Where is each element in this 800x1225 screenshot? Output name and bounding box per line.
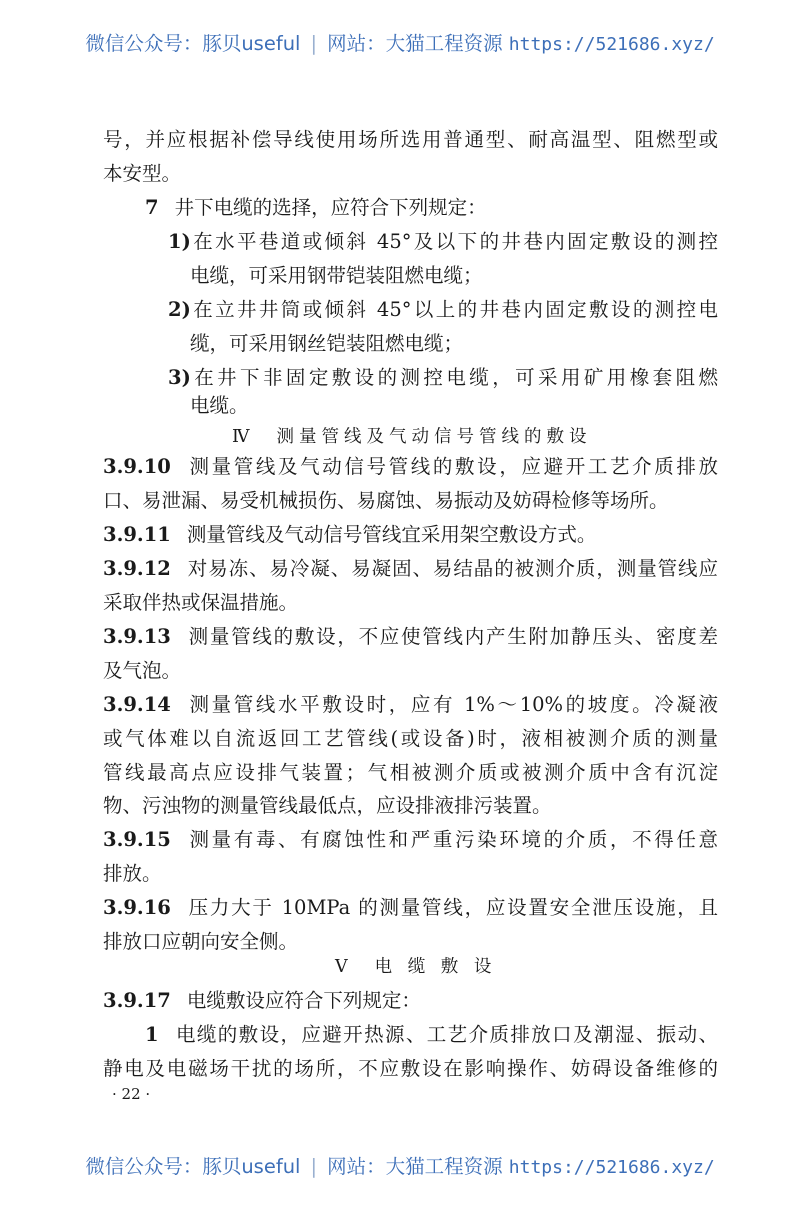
section-numeral: Ⅳ [232,427,255,447]
text-line [103,556,718,582]
section-heading [232,424,591,450]
text-line [103,161,181,187]
text-line [145,195,487,221]
section-heading [335,954,496,980]
clause-number: 3.9.17 [103,989,171,1012]
line-text: 对易冻、易冷凝、易凝固、易结晶的被测介质，测量管线应 [186,557,718,580]
line-text: 测量有毒、有腐蚀性和严重污染环境的介质，不得任意 [186,828,718,851]
line-text: 电缆，可采用钢带铠装阻燃电缆； [190,264,483,287]
clause-number: 2) [168,298,191,321]
line-text: 测量管线及气动信号管线宜采用架空敷设方式。 [186,523,597,546]
line-text: 及气泡。 [103,659,182,682]
watermark-site: 网站：大猫工程资源 [327,1155,503,1178]
clause-number: 3.9.15 [103,828,171,851]
line-text: 电缆敷设应符合下列规定： [186,989,421,1012]
text-line [103,895,718,921]
line-text: 测量管线水平敷设时，应有 1%～10%的坡度。冷凝液 [186,693,718,716]
text-line [103,692,718,718]
text-line [103,624,718,650]
watermark-separator: | [310,1155,318,1178]
text-line [103,929,298,955]
section-numeral: Ⅴ [335,957,353,977]
line-text: 电 缆 敷 设 [374,957,497,977]
watermark-site: 网站：大猫工程资源 [327,32,503,55]
clause-number: 3) [168,366,191,389]
text-line [103,760,718,786]
text-line [103,1056,718,1082]
text-line [168,297,718,323]
text-line [103,488,669,514]
line-text: 电缆的敷设，应避开热源、工艺介质排放口及潮湿、振动、 [174,1023,718,1046]
text-line [145,1022,718,1048]
clause-number: 3.9.13 [103,625,171,648]
text-line [103,127,718,153]
line-text: 物、污浊物的测量管线最低点，应设排液排污装置。 [103,794,552,817]
clause-number: 3.9.10 [103,455,171,478]
line-text: 缆，可采用钢丝铠装阻燃电缆； [190,332,464,355]
line-text: 在井下非固定敷设的测控电缆，可采用矿用橡套阻燃 [190,366,718,389]
text-line [168,229,718,255]
clause-number: 3.9.12 [103,557,171,580]
line-text: 在水平巷道或倾斜 45°及以下的井巷内固定敷设的测控 [190,230,718,253]
text-line [103,827,718,853]
watermark-url[interactable]: https://521686.xyz/ [508,34,715,55]
line-text: 电缆。 [190,394,249,417]
line-text: 或气体难以自流返回工艺管线(或设备)时，液相被测介质的测量 [103,727,718,750]
line-text: 口、易泄漏、易受机械损伤、易腐蚀、易振动及妨碍检修等场所。 [103,489,669,512]
line-text: 测量管线的敷设，不应使管线内产生附加静压头、密度差 [186,625,718,648]
line-text: 管线最高点应设排气装置；气相被测介质或被测介质中含有沉淀 [103,761,718,784]
watermark-wechat: 微信公众号：豚贝useful [85,1155,301,1178]
watermark-footer [0,1151,800,1179]
text-line [190,393,249,419]
line-text: 在立井井筒或倾斜 45°以上的井巷内固定敷设的测控电 [190,298,718,321]
watermark-url[interactable]: https://521686.xyz/ [508,1157,715,1178]
line-text: 井下电缆的选择，应符合下列规定： [174,196,487,219]
watermark-header [0,28,800,56]
page-number: · 22 · [112,1085,151,1103]
line-text: 压力大于 10MPa 的测量管线，应设置安全泄压设施，且 [186,896,718,919]
text-line [103,988,421,1014]
line-text: 测量管线及气动信号管线的敷设 [276,427,592,447]
line-text: 排放。 [103,862,162,885]
text-line [103,861,162,887]
line-text: 静电及电磁场干扰的场所，不应敷设在影响操作、妨碍设备维修的 [103,1057,718,1080]
text-line [103,726,718,752]
line-text: 排放口应朝向安全侧。 [103,930,299,953]
text-line [168,365,718,391]
line-text: 测量管线及气动信号管线的敷设，应避开工艺介质排放 [186,455,718,478]
clause-number: 1) [168,230,191,253]
text-line [190,263,483,289]
watermark-separator: | [310,32,318,55]
watermark-wechat: 微信公众号：豚贝useful [85,32,301,55]
clause-number: 3.9.16 [103,896,171,919]
line-text: 本安型。 [103,162,182,185]
line-text: 采取伴热或保温措施。 [103,591,299,614]
text-line [103,590,298,616]
text-line [103,522,596,548]
line-text: 号，并应根据补偿导线使用场所选用普通型、耐高温型、阻燃型或 [103,128,718,151]
clause-number: 1 [145,1023,159,1046]
text-line [103,658,181,684]
text-line [103,793,552,819]
text-line [103,454,718,480]
text-line [190,331,463,357]
clause-number: 3.9.14 [103,693,171,716]
clause-number: 7 [145,196,159,219]
clause-number: 3.9.11 [103,523,171,546]
